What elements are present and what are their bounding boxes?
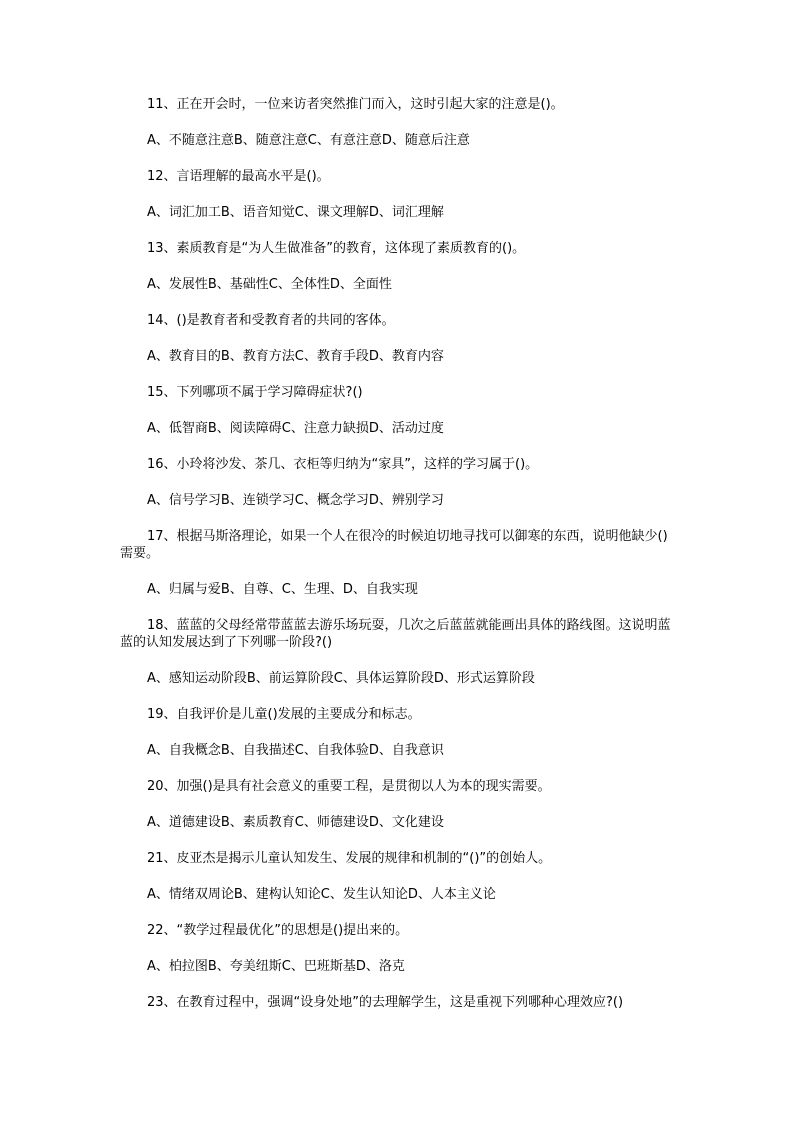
options-12: A、词汇加工B、语音知觉C、课文理解D、词汇理解 bbox=[147, 205, 444, 220]
options-20: A、道德建设B、素质教育C、师德建设D、文化建设 bbox=[147, 815, 444, 830]
options-18: A、感知运动阶段B、前运算阶段C、具体运算阶段D、形式运算阶段 bbox=[147, 671, 535, 686]
question-14: 14、()是教育者和受教育者的共同的客体。 bbox=[147, 313, 395, 328]
options-13: A、发展性B、基础性C、全体性D、全面性 bbox=[147, 277, 392, 292]
question-11: 11、正在开会时，一位来访者突然推门而入，这时引起大家的注意是()。 bbox=[147, 97, 564, 112]
options-17: A、归属与爱B、自尊、C、生理、D、自我实现 bbox=[147, 582, 418, 597]
question-22: 22、“教学过程最优化”的思想是()提出来的。 bbox=[147, 923, 409, 938]
options-19: A、自我概念B、自我描述C、自我体验D、自我意识 bbox=[147, 743, 444, 758]
options-21: A、情绪双周论B、建构认知论C、发生认知论D、人本主义论 bbox=[147, 887, 496, 902]
question-20: 20、加强()是具有社会意义的重要工程，是贯彻以人为本的现实需要。 bbox=[147, 779, 551, 794]
options-15: A、低智商B、阅读障碍C、注意力缺损D、活动过度 bbox=[147, 421, 444, 436]
question-16: 16、小玲将沙发、茶几、衣柜等归纳为“家具”，这样的学习属于()。 bbox=[147, 457, 539, 472]
question-12: 12、言语理解的最高水平是()。 bbox=[147, 169, 330, 184]
question-23: 23、在教育过程中，强调“设身处地”的去理解学生，这是重视下列哪种心理效应?() bbox=[147, 995, 624, 1010]
options-14: A、教育目的B、教育方法C、教育手段D、教育内容 bbox=[147, 349, 444, 364]
question-18: 18、蓝蓝的父母经常带蓝蓝去游乐场玩耍，几次之后蓝蓝就能画出具体的路线图。这说明蓝蓝的认知发展达到了下列哪一阶段?() bbox=[120, 618, 671, 650]
question-21: 21、皮亚杰是揭示儿童认知发生、发展的规律和机制的“()”的创始人。 bbox=[147, 851, 552, 866]
options-22: A、柏拉图B、夸美纽斯C、巴班斯基D、洛克 bbox=[147, 959, 405, 974]
options-11: A、不随意注意B、随意注意C、有意注意D、随意后注意 bbox=[147, 133, 470, 148]
question-15: 15、下列哪项不属于学习障碍症状?() bbox=[147, 385, 363, 400]
options-16: A、信号学习B、连锁学习C、概念学习D、辨别学习 bbox=[147, 493, 444, 508]
document-body bbox=[120, 96, 680, 1030]
question-13: 13、素质教育是“为人生做准备”的教育，这体现了素质教育的()。 bbox=[147, 241, 526, 256]
question-19: 19、自我评价是儿童()发展的主要成分和标志。 bbox=[147, 707, 421, 722]
question-17: 17、根据马斯洛理论，如果一个人在很冷的时候迫切地寻找可以御寒的东西，说明他缺少()需要。 bbox=[120, 529, 668, 561]
